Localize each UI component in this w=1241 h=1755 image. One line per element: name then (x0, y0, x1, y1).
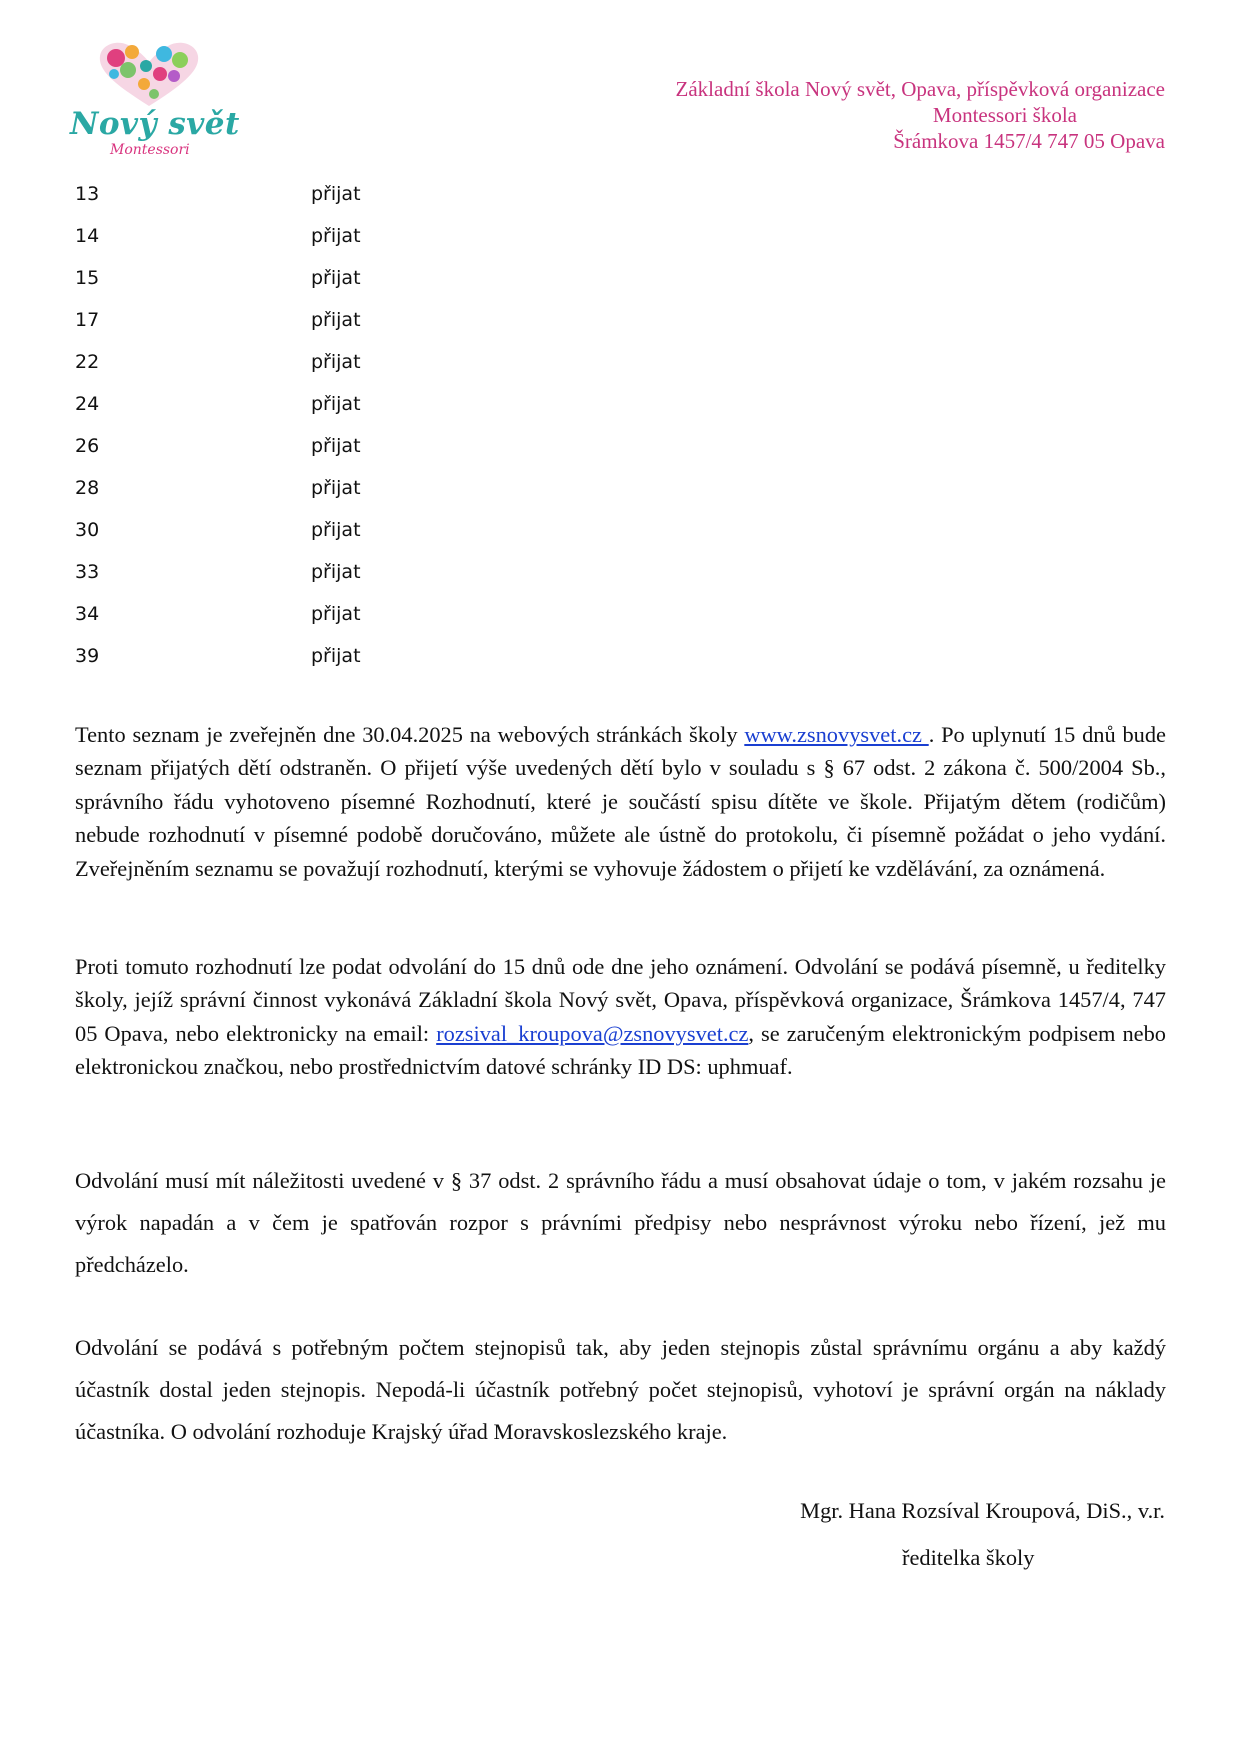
school-name: Základní škola Nový svět, Opava, příspěvková organizace (675, 77, 1165, 101)
appeal-requirements-paragraph: Odvolání musí mít náležitosti uvedené v § 37 odst. 2 správního řádu a musí obsahovat údaje o tom, v jakém rozsahu je výrok napadán a v čem je spatřován rozpor s právními předpisy nebo nesprávnost výroku nebo řízení, jež mu předcházelo. (75, 1168, 1166, 1277)
registration-number: 39 (75, 645, 100, 667)
admission-status: přijat (311, 603, 361, 625)
email-link[interactable]: rozsival_kroupova@zsnovysvet.cz (436, 1020, 749, 1046)
registration-number: 34 (75, 603, 100, 625)
paragraph-text: Proti tomuto rozhodnutí lze podat odvolání do 15 dnů ode dne jeho oznámení. Odvolání se podává písemně, u ředitelky školy, jejíž správní činnost vykonává Základní škola Nový svět, Opava, příspěvková organizace, Šrámkova 1457/4, 747 05 Opava, nebo elektronicky na email: (75, 954, 1166, 1046)
appeal-paragraph (75, 950, 1166, 1084)
admission-status: přijat (311, 267, 361, 289)
admission-status: přijat (311, 309, 361, 331)
signature-role: ředitelka školy (902, 1545, 1035, 1570)
school-logo (66, 40, 240, 160)
paragraph-text: , se zaručeným elektronickým podpisem nebo elektronickou značkou, nebo prostřednictvím datové schránky ID DS: uphmuaf. (75, 1020, 1166, 1080)
admission-status: přijat (311, 477, 361, 499)
logo-wordmark: Nový svět (70, 106, 240, 142)
publication-paragraph (75, 718, 1166, 885)
admission-status: přijat (311, 351, 361, 373)
copies-paragraph: Odvolání se podává s potřebným počtem stejnopisů tak, aby jeden stejnopis zůstal správnímu orgánu a aby každý účastník dostal jeden stejnopis. Nepodá-li účastník potřebný počet stejnopisů, vyhotoví je správní orgán na náklady účastníka. O odvolání rozhoduje Krajský úřad Moravskoslezského kraje. (75, 1335, 1166, 1444)
registration-number: 33 (75, 561, 100, 583)
registration-number: 14 (75, 225, 100, 247)
admission-status: přijat (311, 225, 361, 247)
registration-number: 24 (75, 393, 100, 415)
registration-number: 26 (75, 435, 100, 457)
heart-logo-icon (94, 40, 204, 110)
admission-status: přijat (311, 435, 361, 457)
school-website-link[interactable]: www.zsnovysvet.cz (744, 722, 929, 747)
paragraph-text: Tento seznam je zveřejněn dne 30.04.2025 na webových stránkách školy (75, 722, 745, 747)
logo-subtitle: Montessori (110, 142, 190, 158)
school-type: Montessori škola (932, 103, 1077, 127)
signature-name: Mgr. Hana Rozsíval Kroupová, DiS., v.r. (800, 1498, 1165, 1523)
registration-number: 22 (75, 351, 100, 373)
admission-status: přijat (311, 183, 361, 205)
registration-number: 30 (75, 519, 100, 541)
registration-number: 17 (75, 309, 100, 331)
registration-number: 13 (75, 183, 100, 205)
school-address: Šrámkova 1457/4 747 05 Opava (893, 129, 1165, 153)
admission-status: přijat (311, 393, 361, 415)
admission-status: přijat (311, 645, 361, 667)
admission-status: přijat (311, 519, 361, 541)
registration-number: 28 (75, 477, 100, 499)
registration-number: 15 (75, 267, 100, 289)
paragraph-text: . Po uplynutí 15 dnů bude seznam přijatých dětí odstraněn. O přijetí výše uvedených dětí bylo v souladu s § 67 odst. 2 zákona č. 500/2004 Sb., správního řádu vyhotoveno písemné Rozhodnutí, které je součástí spisu dítěte ve škole. Přijatým dětem (rodičům) nebude rozhodnutí v písemné podobě doručováno, můžete ale ústně do protokolu, či písemně požádat o jeho vydání. Zveřejněním seznamu se považují rozhodnutí, kterými se vyhovuje žádostem o přijetí ke vzdělávání, za oznámená. (75, 722, 1166, 881)
admission-status: přijat (311, 561, 361, 583)
school-address-header (676, 76, 1165, 154)
